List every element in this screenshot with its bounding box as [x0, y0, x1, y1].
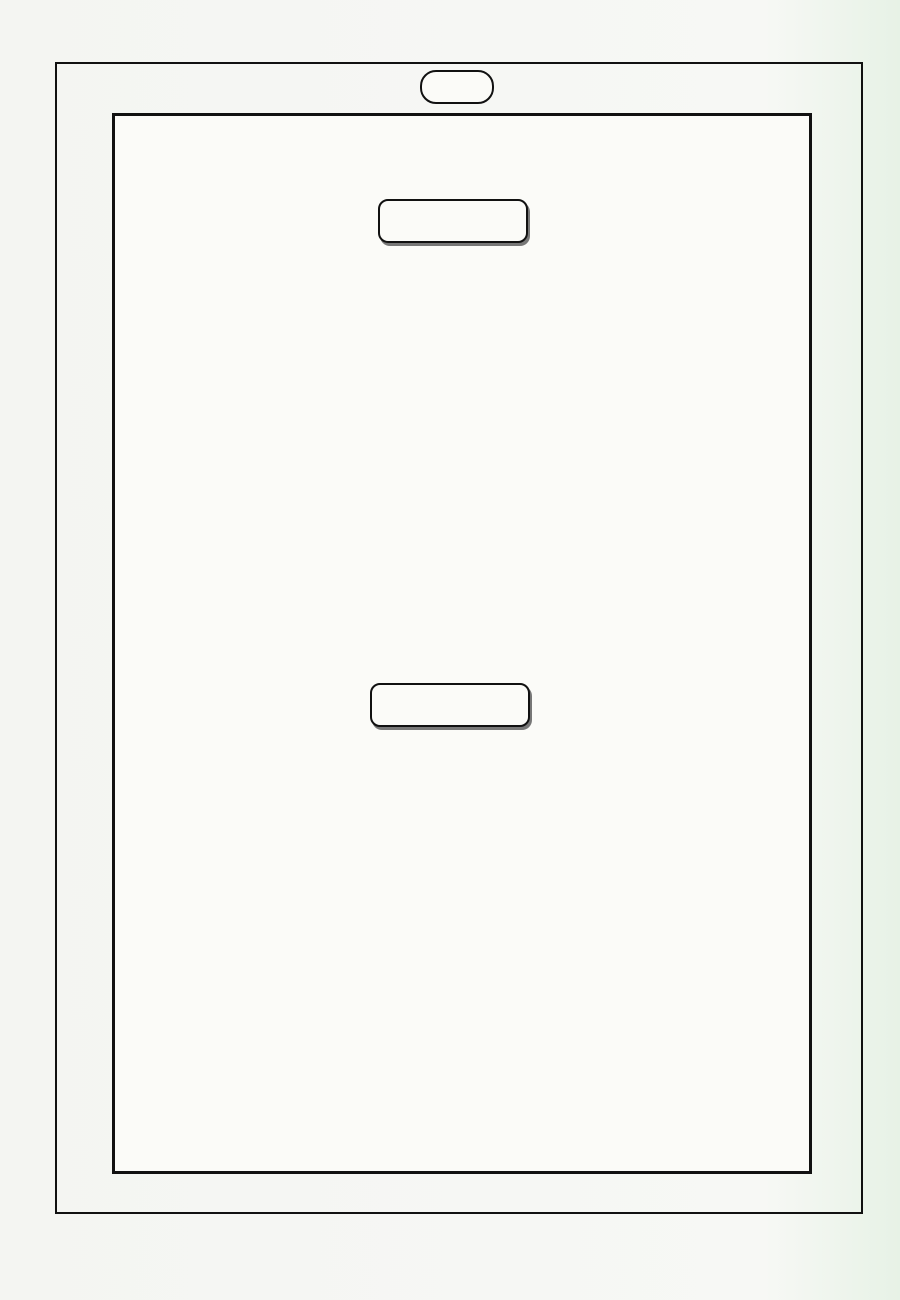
para-table: [227, 731, 655, 769]
para-index-heading: [370, 683, 530, 727]
page-number: [420, 70, 494, 104]
sura-table: [218, 247, 686, 295]
sura-index-heading: [378, 199, 528, 243]
